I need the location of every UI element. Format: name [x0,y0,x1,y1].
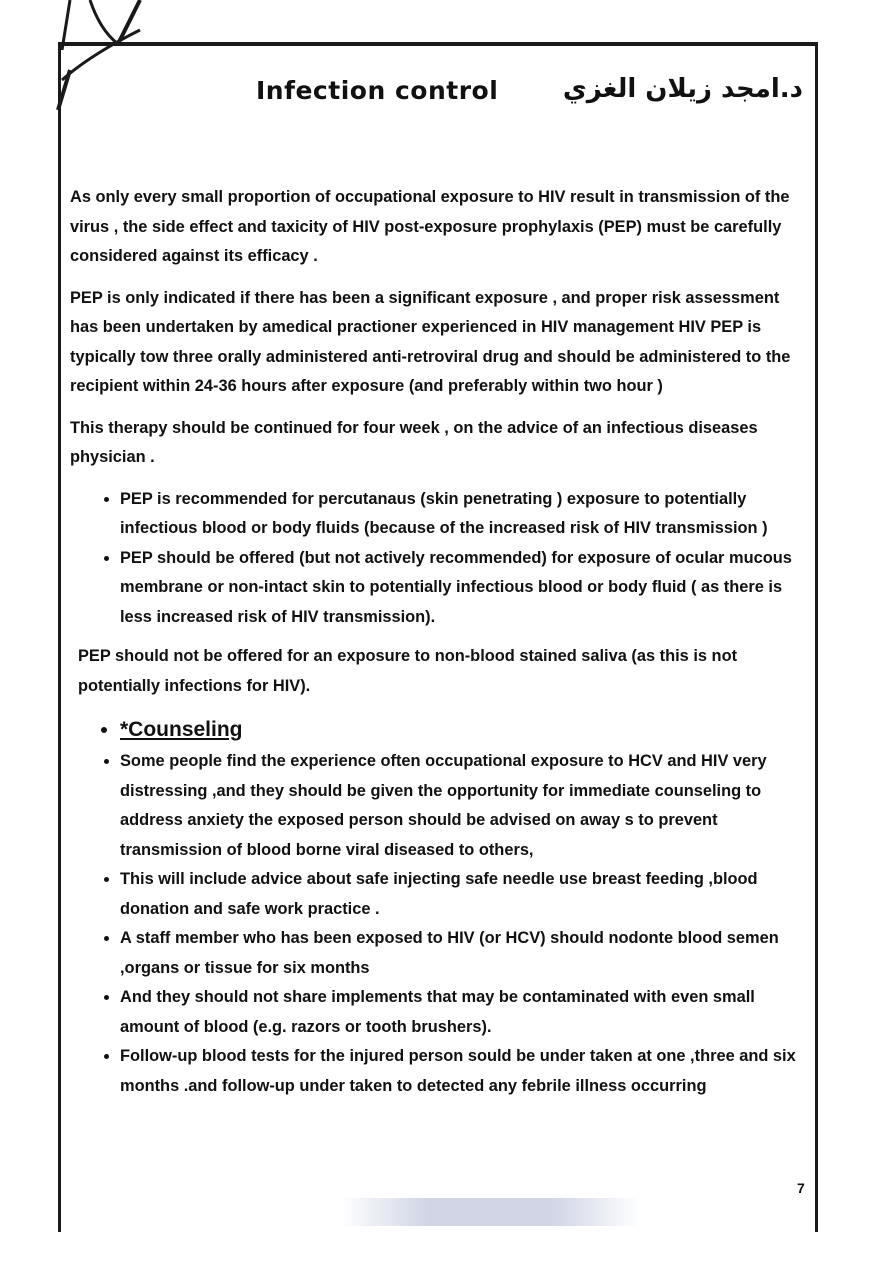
list-item: • Some people find the experience often occupational exposure to HCV and HIV very distressing ,and they should be given the opportunity for immediate counseling to address anxiety the exposed person should be advised on away s to prevent transmission of blood borne viral diseased to others, [120,747,810,865]
author-name: د.امجد زيلان الغزي [562,74,803,104]
list-item: • And they should not share implements that may be contaminated with even small amount of blood (e.g. razors or tooth brushers). [120,983,810,1042]
therapy-duration-paragraph: This therapy should be continued for four week , on the advice of an infectious diseases physician . [70,418,758,466]
list-item: • PEP is recommended for percutanaus (skin penetrating ) exposure to potentially infectious blood or body fluids (because of the increased risk of HIV transmission ) [120,485,810,544]
counseling-heading: • *Counseling [120,713,810,747]
scan-smudge [340,1198,640,1226]
pep-indication-paragraph: PEP is only indicated if there has been a significant exposure , and proper risk assessment has been undertaken by amedical practioner experienced in HIV management HIV PEP is typically tow three orally administered anti-retroviral drug and should be administered to the recipient within 24-36 hours after exposure (and preferably within two hour ) [70,288,791,395]
saliva-exposure-paragraph: PEP should not be offered for an exposure to non-blood stained saliva (as this is not potentially infections for HIV). [78,647,738,695]
list-item: • Follow-up blood tests for the injured person sould be under taken at one ,three and six months .and follow-up under taken to detected any febrile illness occurring [120,1042,810,1101]
counseling-list [70,713,810,1101]
list-item: • PEP should be offered (but not actively recommended) for exposure of ocular mucous membrane or non-intact skin to potentially infectious blood or body fluid ( as there is less increased risk of HIV transmission). [120,544,810,633]
intro-paragraph: As only every small proportion of occupational exposure to HIV result in transmission of the virus , the side effect and taxicity of HIV post-exposure prophylaxis (PEP) must be carefully considered against its efficacy . [70,188,790,265]
page-title: Infection control [256,76,499,105]
document-body [70,183,810,1111]
pep-recommendation-list [70,485,810,633]
list-item: • A staff member who has been exposed to HIV (or HCV) should nodonte blood semen ,organs or tissue for six months [120,924,810,983]
page-number: 7 [797,1180,805,1196]
list-item: • This will include advice about safe injecting safe needle use breast feeding ,blood donation and safe work practice . [120,865,810,924]
page-header [0,72,893,112]
